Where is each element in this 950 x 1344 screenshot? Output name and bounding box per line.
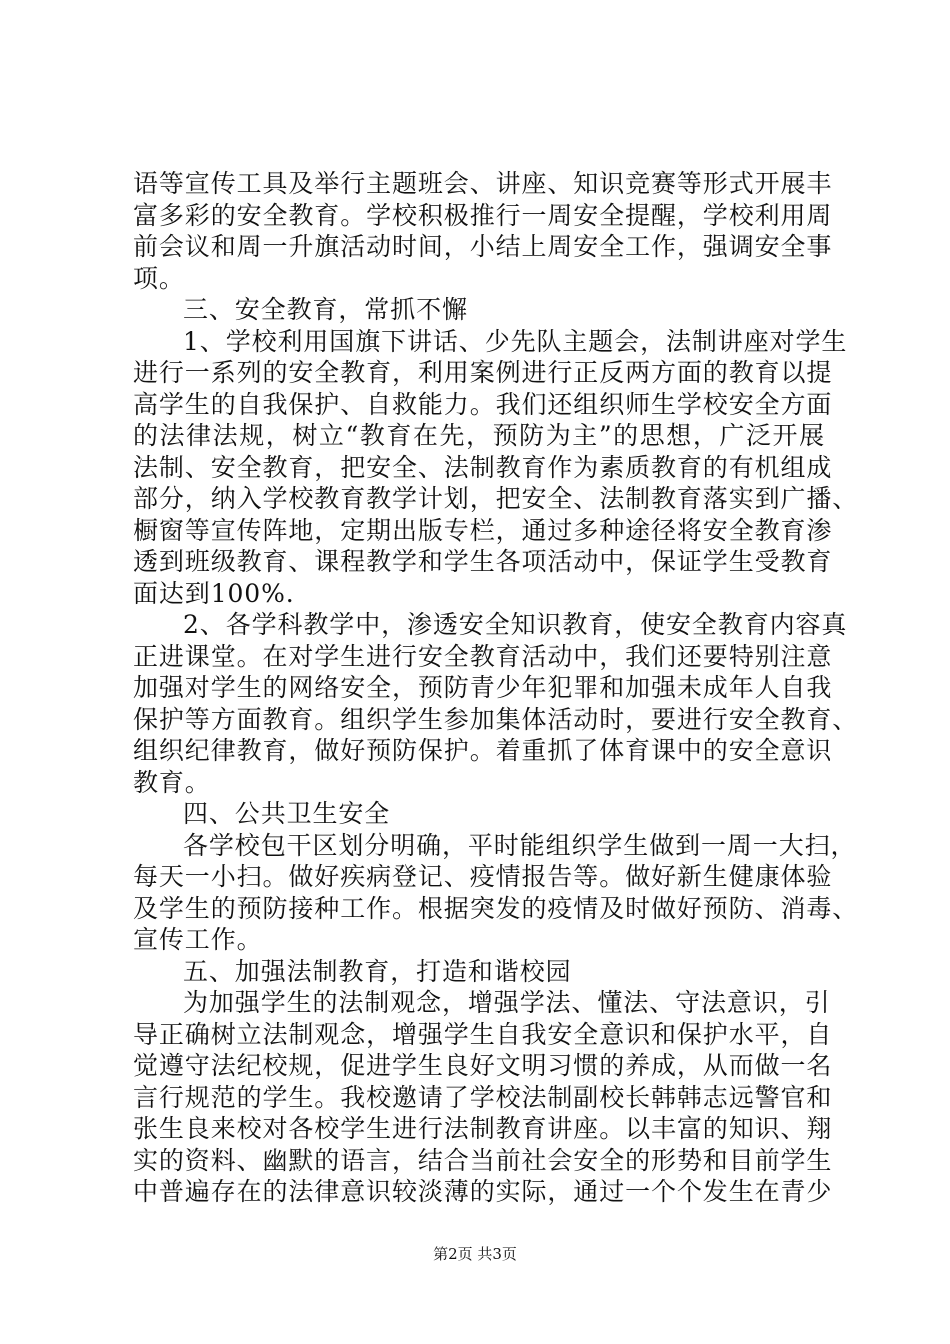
- text-line: 富多彩的安全教育。学校积极推行一周安全提醒，学校利用周: [133, 200, 833, 230]
- document-body: [133, 168, 859, 1208]
- text-line: 前会议和周一升旗活动时间，小结上周安全工作，强调安全事: [133, 232, 833, 261]
- text-line: 的法律法规，树立“教育在先，预防为主”的思想，广泛开展: [133, 421, 825, 450]
- text-line: 张生良来校对各校学生进行法制教育讲座。以丰富的知识、翔: [133, 1114, 833, 1143]
- text-line: 橱窗等宣传阵地，定期出版专栏，通过多种途径将安全教育渗: [133, 515, 833, 545]
- text-line: 正进课堂。在对学生进行安全教育活动中，我们还要特别注意: [133, 641, 833, 671]
- text-line: 每天一小扫。做好疾病登记、疫情报告等。做好新生健康体验: [133, 862, 833, 891]
- text-line: 言行规范的学生。我校邀请了学校法制副校长韩韩志远警官和: [133, 1082, 833, 1112]
- page-footer: 第2页 共3页: [433, 1245, 517, 1263]
- text-line: 面达到100%.: [133, 578, 295, 608]
- text-line: 为加强学生的法制观念，增强学法、懂法、守法意识，引: [183, 988, 831, 1017]
- text-line: 高学生的自我保护、自救能力。我们还组织师生学校安全方面: [133, 389, 833, 419]
- text-line: 加强对学生的网络安全，预防青少年犯罪和加强未成年人自我: [133, 673, 833, 702]
- text-line: 部分，纳入学校教育教学计划，把安全、法制教育落实到广播、: [133, 484, 859, 513]
- text-line: 1、学校利用国旗下讲话、少先队主题会，法制讲座对学生: [183, 326, 848, 356]
- text-line: 导正确树立法制观念，增强学生自我安全意识和保护水平，自: [133, 1019, 833, 1049]
- text-line: 透到班级教育、课程教学和学生各项活动中，保证学生受教育: [133, 547, 833, 576]
- text-line: 觉遵守法纪校规，促进学生良好文明习惯的养成，从而做一名: [133, 1051, 833, 1080]
- text-line: 各学校包干区划分明确，平时能组织学生做到一周一大扫，: [183, 830, 857, 860]
- text-line: 四、公共卫生安全: [183, 799, 391, 828]
- text-line: 法制、安全教育，把安全、法制教育作为素质教育的有机组成: [133, 452, 833, 482]
- text-line: 进行一系列的安全教育，利用案例进行正反两方面的教育以提: [133, 358, 833, 387]
- text-line: 2、各学科教学中，渗透安全知识教育，使安全教育内容真: [183, 610, 848, 639]
- text-line: 三、安全教育，常抓不懈: [183, 295, 468, 324]
- text-line: 五、加强法制教育，打造和谐校园: [183, 956, 572, 986]
- text-line: 实的资料、幽默的语言，结合当前社会安全的形势和目前学生: [133, 1145, 833, 1175]
- text-line: 项。: [133, 263, 185, 293]
- text-line: 宣传工作。: [133, 925, 263, 954]
- text-line: 保护等方面教育。组织学生参加集体活动时，要进行安全教育、: [133, 704, 859, 734]
- text-line: 中普遍存在的法律意识较淡薄的实际，通过一个个发生在青少: [133, 1177, 833, 1206]
- text-line: 及学生的预防接种工作。根据突发的疫情及时做好预防、消毒、: [133, 893, 859, 923]
- text-line: 教育。: [133, 767, 211, 797]
- text-line: 组织纪律教育，做好预防保护。着重抓了体育课中的安全意识: [133, 736, 833, 765]
- text-line: 语等宣传工具及举行主题班会、讲座、知识竞赛等形式开展丰: [133, 169, 833, 198]
